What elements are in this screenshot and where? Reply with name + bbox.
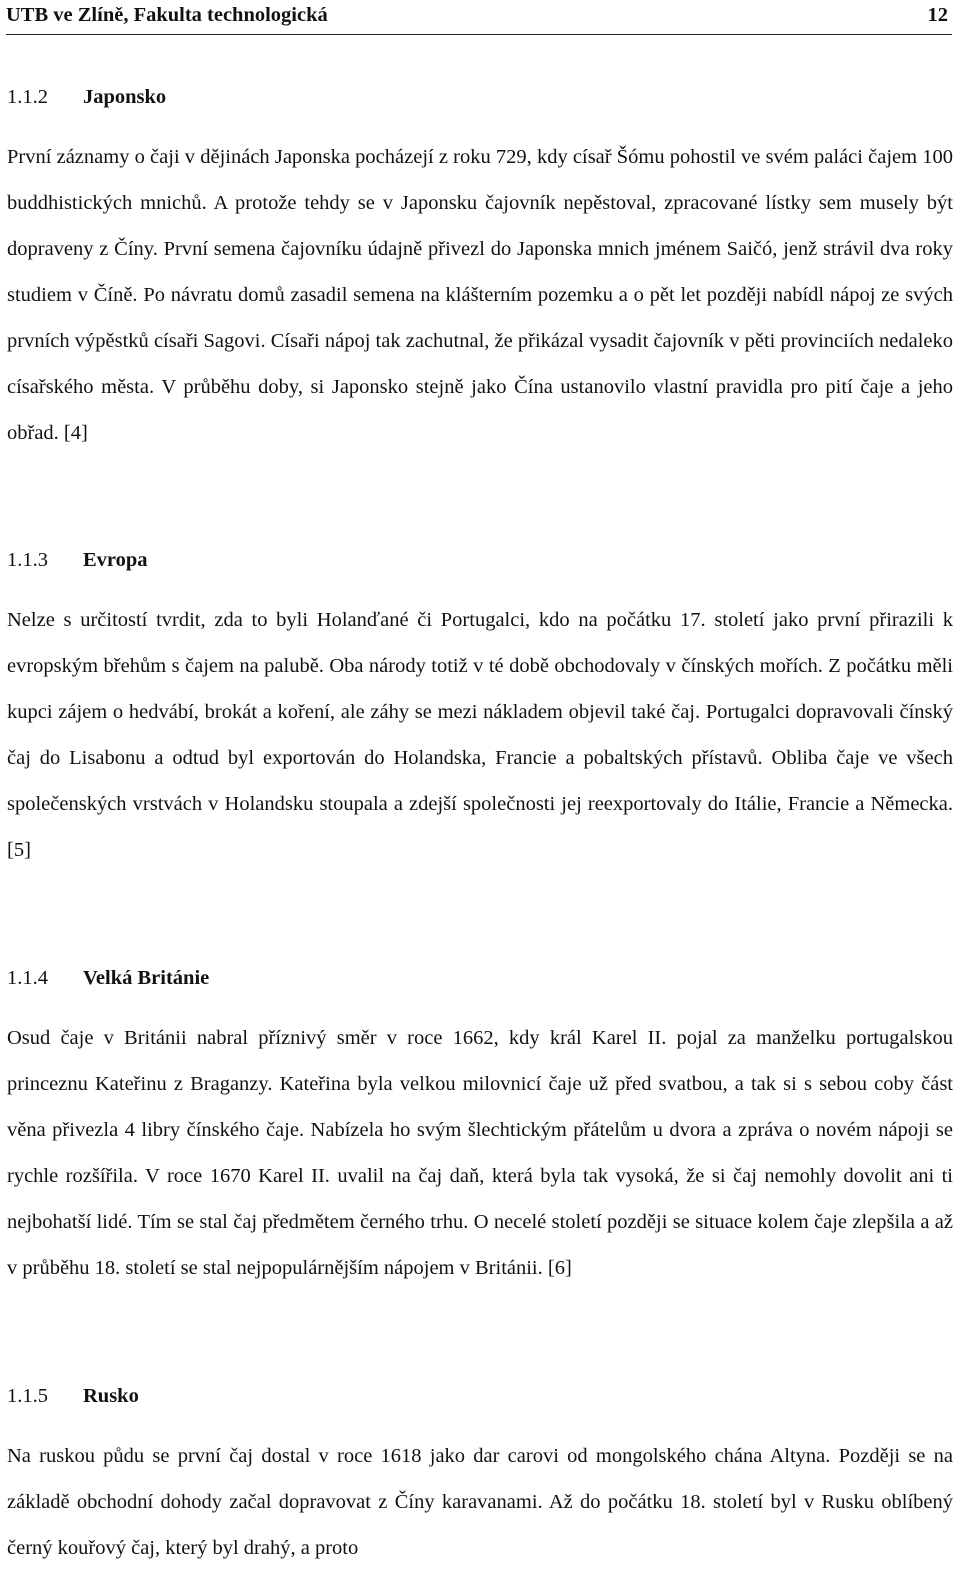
section-paragraph-velka-britanie: Osud čaje v Británii nabral příznivý směr v roce 1662, kdy král Karel II. pojal za manželku portugalskou princeznu Kateřinu z Braganzy. Kateřina byla velkou milovnicí čaje už před svatbou, a tak si s sebou coby část věna přivezla 4 libry čínského čaje. Nabízela ho svým šlechtickým přátelům u dvora a zpráva o novém nápoji se rychle rozšířila. V roce 1670 Karel II. uvalil na čaj daň, která byla tak vysoká, že si čaj nemohly dovolit ani ti nejbohatší lidé. Tím se stal čaj předmětem černého trhu. O necelé století později se situace kolem čaje zlepšila a až v průběhu 18. století se stal nejpopulárnějším nápojem v Británii. [6]	[7, 1027, 953, 1279]
section-heading-evropa	[7, 549, 148, 572]
page-header	[6, 4, 952, 35]
page-number: 12	[927, 4, 948, 26]
section-paragraph-rusko: Na ruskou půdu se první čaj dostal v roce 1618 jako dar carovi od mongolského chána Altyna. Později se na základě obchodní dohody začal dopravovat z Číny karavanami. Až do počátku 18. století byl v Rusku oblíbený černý kouřový čaj, který byl drahý, a proto	[7, 1445, 953, 1559]
section-title: Japonsko	[83, 86, 167, 108]
section-title: Evropa	[83, 549, 148, 571]
section-number: 1.1.4	[7, 967, 48, 989]
section-heading-velka-britanie	[7, 967, 209, 990]
header-title: UTB ve Zlíně, Fakulta technologická	[6, 4, 328, 26]
section-number: 1.1.2	[7, 86, 48, 108]
section-heading-japonsko	[7, 86, 166, 109]
section-title: Velká Británie	[83, 967, 210, 989]
section-heading-rusko	[7, 1385, 139, 1408]
section-number: 1.1.5	[7, 1385, 48, 1407]
section-number: 1.1.3	[7, 549, 48, 571]
section-title: Rusko	[83, 1385, 139, 1407]
section-paragraph-evropa: Nelze s určitostí tvrdit, zda to byli Holanďané či Portugalci, kdo na počátku 17. století jako první přirazili k evropským břehům s čajem na palubě. Oba národy totiž v té době obchodovaly v čínských mořích. Z počátku měli kupci zájem o hedvábí, brokát a koření, ale záhy se mezi nákladem objevil také čaj. Portugalci dopravovali čínský čaj do Lisabonu a odtud byl exportován do Holandska, Francie a pobaltských přístavů. Obliba čaje ve všech společenských vrstvách v Holandsku stoupala a zdejší společnosti jej reexportovaly do Itálie, Francie a Německa. [5]	[7, 609, 953, 861]
section-paragraph-japonsko: První záznamy o čaji v dějinách Japonska pocházejí z roku 729, kdy císař Šómu pohostil ve svém paláci čajem 100 buddhistických mnichů. A protože tehdy se v Japonsku čajovník nepěstoval, zpracované lístky sem musely být dopraveny z Číny. První semena čajovníku údajně přivezl do Japonska mnich jménem Saičó, jenž strávil dva roky studiem v Číně. Po návratu domů zasadil semena na klášterním pozemku a o pět let později nabídl nápoj ze svých prvních výpěstků císaři Sagovi. Císaři nápoj tak zachutnal, že přikázal vysadit čajovník v pěti provinciích nedaleko císařského města. V průběhu doby, si Japonsko stejně jako Čína ustanovilo vlastní pravidla pro pití čaje a jeho obřad. [4]	[7, 146, 953, 444]
